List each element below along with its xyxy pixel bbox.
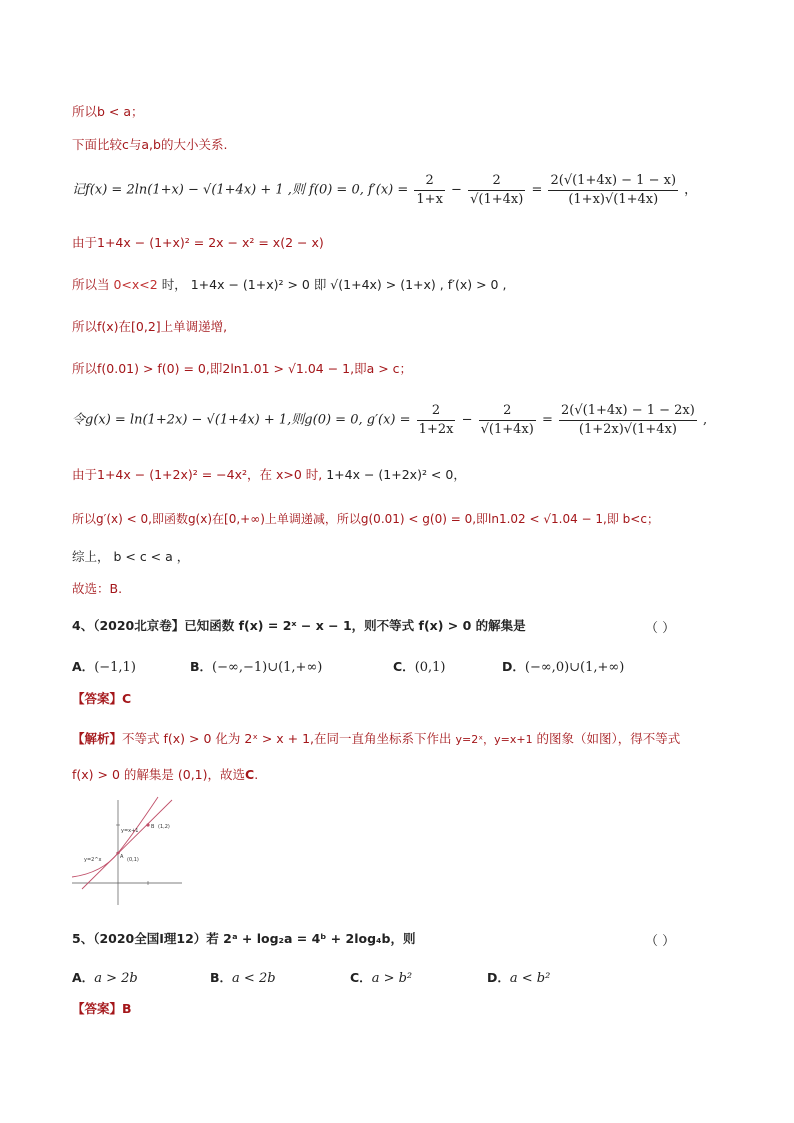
function-graph [72, 795, 182, 905]
label-a-coord: (0,1) [127, 857, 139, 863]
line-since-1: 由于1+4x − (1+x)² = 2x − x² = x(2 − x) [72, 235, 324, 250]
label-b: B [151, 824, 155, 830]
label-b-coord: (1,2) [158, 824, 170, 830]
q5-option-c: C．a > b² [350, 970, 413, 986]
q5-option-b: B．a < 2b [210, 970, 276, 986]
line-conclusion: 综上， b < c < a ， [72, 549, 190, 564]
f-prime-label: f′(x) = [368, 182, 409, 198]
q4-option-b: B．(−∞,−1)∪(1,+∞) [190, 659, 323, 675]
line-a-greater-c: 所以f(0.01) > f(0) = 0,即2ln1.01 > √1.04 − 1,即a > c； [72, 361, 413, 376]
g-prime-label: g′(x) = [366, 412, 411, 428]
label-exp: y=2^x [84, 857, 102, 863]
fraction-combined-g: $\frac{2(√(1+4x) - 1 - 2x)}{(1+2x)√(1+4x)}$ [561, 403, 695, 437]
line-define-g [72, 402, 707, 446]
q5-answer-paren: （ ） [645, 934, 676, 949]
q4-option-d: D．(−∞,0)∪(1,+∞) [502, 659, 625, 675]
line-since-2: 由于1+4x − (1+2x)² = −4x²，在 x>0 时, 1+4x − (1+2x)² < 0， [72, 467, 466, 482]
g-definition: 令g(x) = ln(1+2x) − √(1+4x) + 1,则g(0) = 0, [72, 412, 363, 428]
fraction-2-over-sqrt: $\frac{2}{√(1+4x)}$ [470, 173, 524, 207]
equals-sign: = [531, 182, 543, 198]
point-a [117, 852, 120, 855]
line-f-increasing: 所以f(x)在[0,2]上单调递增, [72, 319, 228, 334]
fraction-2-over-1px: $\frac{2}{1+x}$ [416, 173, 443, 207]
q4-option-c: C．(0,1) [393, 659, 446, 675]
line-define-f [72, 172, 697, 216]
equals-sign: = [541, 412, 553, 428]
label-a: A [120, 854, 124, 860]
fraction-2-over-sqrt-g: $\frac{2}{√(1+4x)}$ [480, 403, 534, 437]
line-choose-b: 故选：B. [72, 581, 123, 596]
q5-option-a: A．a > 2b [72, 970, 138, 986]
point-b [146, 823, 149, 826]
q5-answer: 【答案】B [72, 1001, 132, 1016]
q4-analysis-line2: f(x) > 0 的解集是 (0,1)，故选C. [72, 767, 259, 782]
q4-option-a: A．(−1,1) [72, 659, 136, 675]
fraction-2-over-1p2x: $\frac{2}{1+2x}$ [418, 403, 454, 437]
q5-stem: 5、（2020全国Ⅰ理12）若 2ᵃ + log₂a = 4ᵇ + 2log₄b，则 [72, 931, 416, 946]
line-y-x-plus-1 [82, 800, 172, 889]
exp-curve [72, 797, 158, 877]
minus-sign: − [461, 412, 473, 428]
line-b-less-a: 所以b < a； [72, 104, 144, 119]
line-g-decreasing: 所以g′(x) < 0,即函数g(x)在[0,+∞)上单调递减，所以g(0.01) < g(0) = 0,即ln1.02 < √1.04 − 1,即 b<c； [72, 512, 659, 526]
line-compare-c: 下面比较c与a,b的大小关系. [72, 137, 228, 152]
q4-analysis-line1: 【解析】不等式 f(x) > 0 化为 2ˣ > x + 1,在同一直角坐标系下作出 y=2ˣ，y=x+1 的图象（如图），得不等式 [72, 731, 681, 746]
line-when-0-x-2: 所以当 0<x<2 时， 1+4x − (1+x)² > 0 即 √(1+4x) > (1+x) , f′(x) > 0 , [72, 277, 507, 292]
f-definition: 记f(x) = 2ln(1+x) − √(1+4x) + 1 ,则 f(0) = 0, [72, 182, 364, 198]
q4-answer: 【答案】C [72, 691, 132, 706]
q5-option-d: D．a < b² [487, 970, 551, 986]
comma: ， [684, 182, 698, 198]
q4-answer-paren: （ ） [645, 621, 676, 636]
label-line: y=x+1 [121, 828, 139, 834]
minus-sign: − [451, 182, 462, 198]
fraction-combined: $\frac{2(√(1+4x) - 1 - x)}{(1+x)√(1+4x)}$ [550, 173, 677, 207]
q4-stem: 4、（2020北京卷】已知函数 f(x) = 2ˣ − x − 1，则不等式 f(x) > 0 的解集是 [72, 618, 526, 633]
comma: , [702, 412, 708, 428]
